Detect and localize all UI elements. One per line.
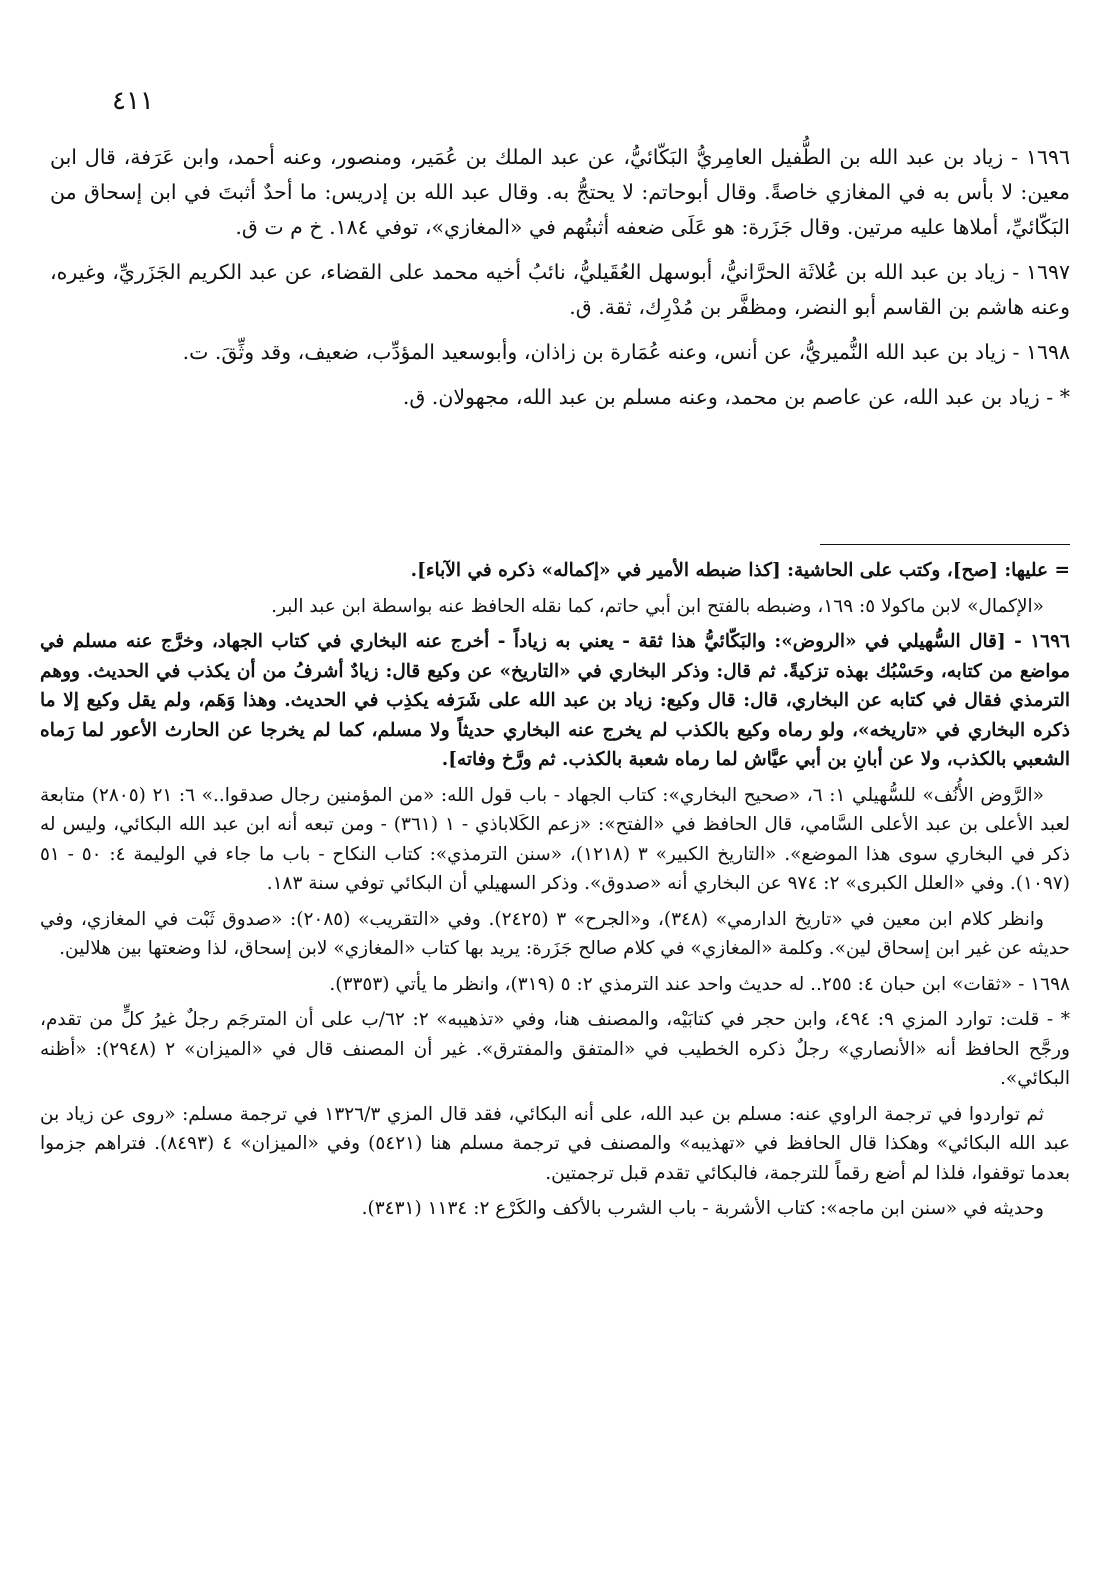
footnote-star: * - قلت: توارد المزي ٩: ٤٩٤، وابن حجر في كتابَيْه، والمصنف هنا، وفي «تذهيبه» ٢: ٦٢/ب على أن المترجَم رجلٌ غيرُ كلٍّ من تقدم، ورجَّح الحافظ أنه «الأنصاري» رجلٌ ذكره الخطيب في «المتفق والمفترق». غير أن المصنف قال في «الميزان» ٢ (٢٩٤٨): «أظنه البكائي». (40, 1009, 1070, 1089)
entry-1698: ١٦٩٨ - زياد بن عبد الله النُّميريُّ، عن أنس، وعنه عُمَارة بن زاذان، وأبوسعيد المؤدِّب، ضعيف، وقد وثِّقَ. ت. (182, 340, 1070, 364)
entry-1696: ١٦٩٦ - زياد بن عبد الله بن الطُّفيل العامِريُّ البَكّائيُّ، عن عبد الملك بن عُمَير، ومنصور، وعنه أحمد، وابن عَرَفة، قال ابن معين: لا بأس به في المغازي خاصةً. وقال أبوحاتم: لا يحتجُّ به. وقال عبد الله بن إدريس: ما أحدٌ أثبتَ في ابن إسحاق من البَكّائيِّ، أملاها عليه مرتين. وقال جَزَرة: هو عَلَى ضعفه أثبتُهم في «المغازي»، توفي ١٨٤. خ م ت ق. (50, 145, 1070, 239)
footnote-1696-sources: «الرَّوض الأُنُف» للسُّهيلي ١: ٦، «صحيح البخاري»: كتاب الجهاد - باب قول الله: «من المؤمنين رجال صدقوا..» ٦: ٢١ (٢٨٠٥) متابعة لعبد الأعلى بن عبد الأعلى السَّامي، قال الحافظ في «الفتح»: «زعم الكَلاباذي - ١ (٣٦١) - ومن تبعه أنه ابن عبد الله البكائي، وليس له ذكر في البخاري سوى هذا الموضع». «التاريخ الكبير» ٣ (١٢١٨)، «سنن الترمذي»: كتاب النكاح - باب ما جاء في الوليمة ٤: ٥٠ - ٥١ (١٠٩٧). وفي «العلل الكبرى» ٢: ٩٧٤ عن البخاري أنه «صدوق». وذكر السهيلي أن البكائي توفي سنة ١٨٣. (40, 784, 1071, 894)
footnotes (40, 556, 1070, 1230)
footnote-1696-ibn-main: وانظر كلام ابن معين في «تاريخ الدارمي» (٣٤٨)، و«الجرح» ٣ (٢٤٢٥). وفي «التقريب» (٢٠٨٥): «صدوق ثَبْت في المغازي، وفي حديثه عن غير ابن إسحاق لين». وكلمة «المغازي» في كلام صالح جَزَرة: يريد بها كتاب «المغازي» لابن إسحاق، لذا وضعتها بين هلالين. (40, 908, 1070, 959)
footnote-ibn-majah: وحديثه في «سنن ابن ماجه»: كتاب الأشربة - باب الشرب بالأكف والكَرْع ٢: ١١٣٤ (٣٤٣١). (361, 1198, 1044, 1219)
main-text (50, 140, 1070, 425)
footnote-ikmal: «الإكمال» لابن ماكولا ٥: ١٦٩، وضبطه بالفتح ابن أبي حاتم، كما نقله الحافظ عنه بواسطة ابن عبد البر. (271, 595, 1044, 617)
footnote-continuation: = عليها: [صح]، وكتب على الحاشية: [كذا ضبطه الأمير في «إكماله» ذكره في الآباء]. (410, 560, 1070, 581)
footnote-star-continued: ثم تواردوا في ترجمة الراوي عنه: مسلم بن عبد الله، على أنه البكائي، فقد قال المزي ١٣٢٦/٣ في ترجمة مسلم: «روى عن زياد بن عبد الله البكائي» وهكذا قال الحافظ في «تهذيبه» والمصنف في ترجمة مسلم هنا (٥٤٢١) وفي «الميزان» ٤ (٨٤٩٣). فتراهم جزموا بعدما توقفوا، فلذا لم أضع رقماً للترجمة، فالبكائي تقدم قبل ترجمتين. (40, 1103, 1071, 1184)
footnote-1696-suhaili: ١٦٩٦ - [قال السُّهيلي في «الروض»: والبَكّائيُّ هذا ثقة - يعني به زياداً - أخرج عنه البخاري في كتاب الجهاد، وخرَّج عنه مسلم في مواضع من كتابه، وحَسْبُك بهذه تزكيةً. ثم قال: وذكر البخاري في «التاريخ» عن وكيع قال: زيادٌ أشرفُ من أن يكذب في الحديث. ووهم الترمذي فقال في كتابه عن البخاري، قال: قال وكيع: زياد بن عبد الله على شَرَفه يكذِب في الحديث. وهذا وَهَم، ولم يقل وكيع إلا ما ذكره البخاري في «تاريخه»، ولو رماه وكيع بالكذب لم يخرج عنه البخاري حديثاً ولا مسلم، كما لم يخرجا عن الحارث الأعور لما رَماه الشعبي بالكذب، ولا عن أبانِ بن أبي عيَّاش لما رماه شعبة بالكذب. ثم ورَّخ وفاته]. (40, 631, 1070, 770)
footnote-divider (820, 544, 1070, 545)
page-number: ٤١١ (112, 86, 154, 116)
entry-1697: ١٦٩٧ - زياد بن عبد الله بن عُلاثَة الحرَّانيُّ، أبوسهل العُقَيليُّ، نائبُ أخيه محمد على القضاء، عن عبد الكريم الجَزَريِّ، وغيره، وعنه هاشم بن القاسم أبو النضر، ومظفَّر بن مُدْرِك، ثقة. ق. (50, 260, 1070, 319)
footnote-1698: ١٦٩٨ - «ثقات» ابن حبان ٤: ٢٥٥.. له حديث واحد عند الترمذي ٢: ٥ (٣١٩)، وانظر ما يأتي (٣٣٥٣). (329, 973, 1070, 995)
entry-unnumbered: * - زياد بن عبد الله، عن عاصم بن محمد، وعنه مسلم بن عبد الله، مجهولان. ق. (402, 385, 1070, 409)
